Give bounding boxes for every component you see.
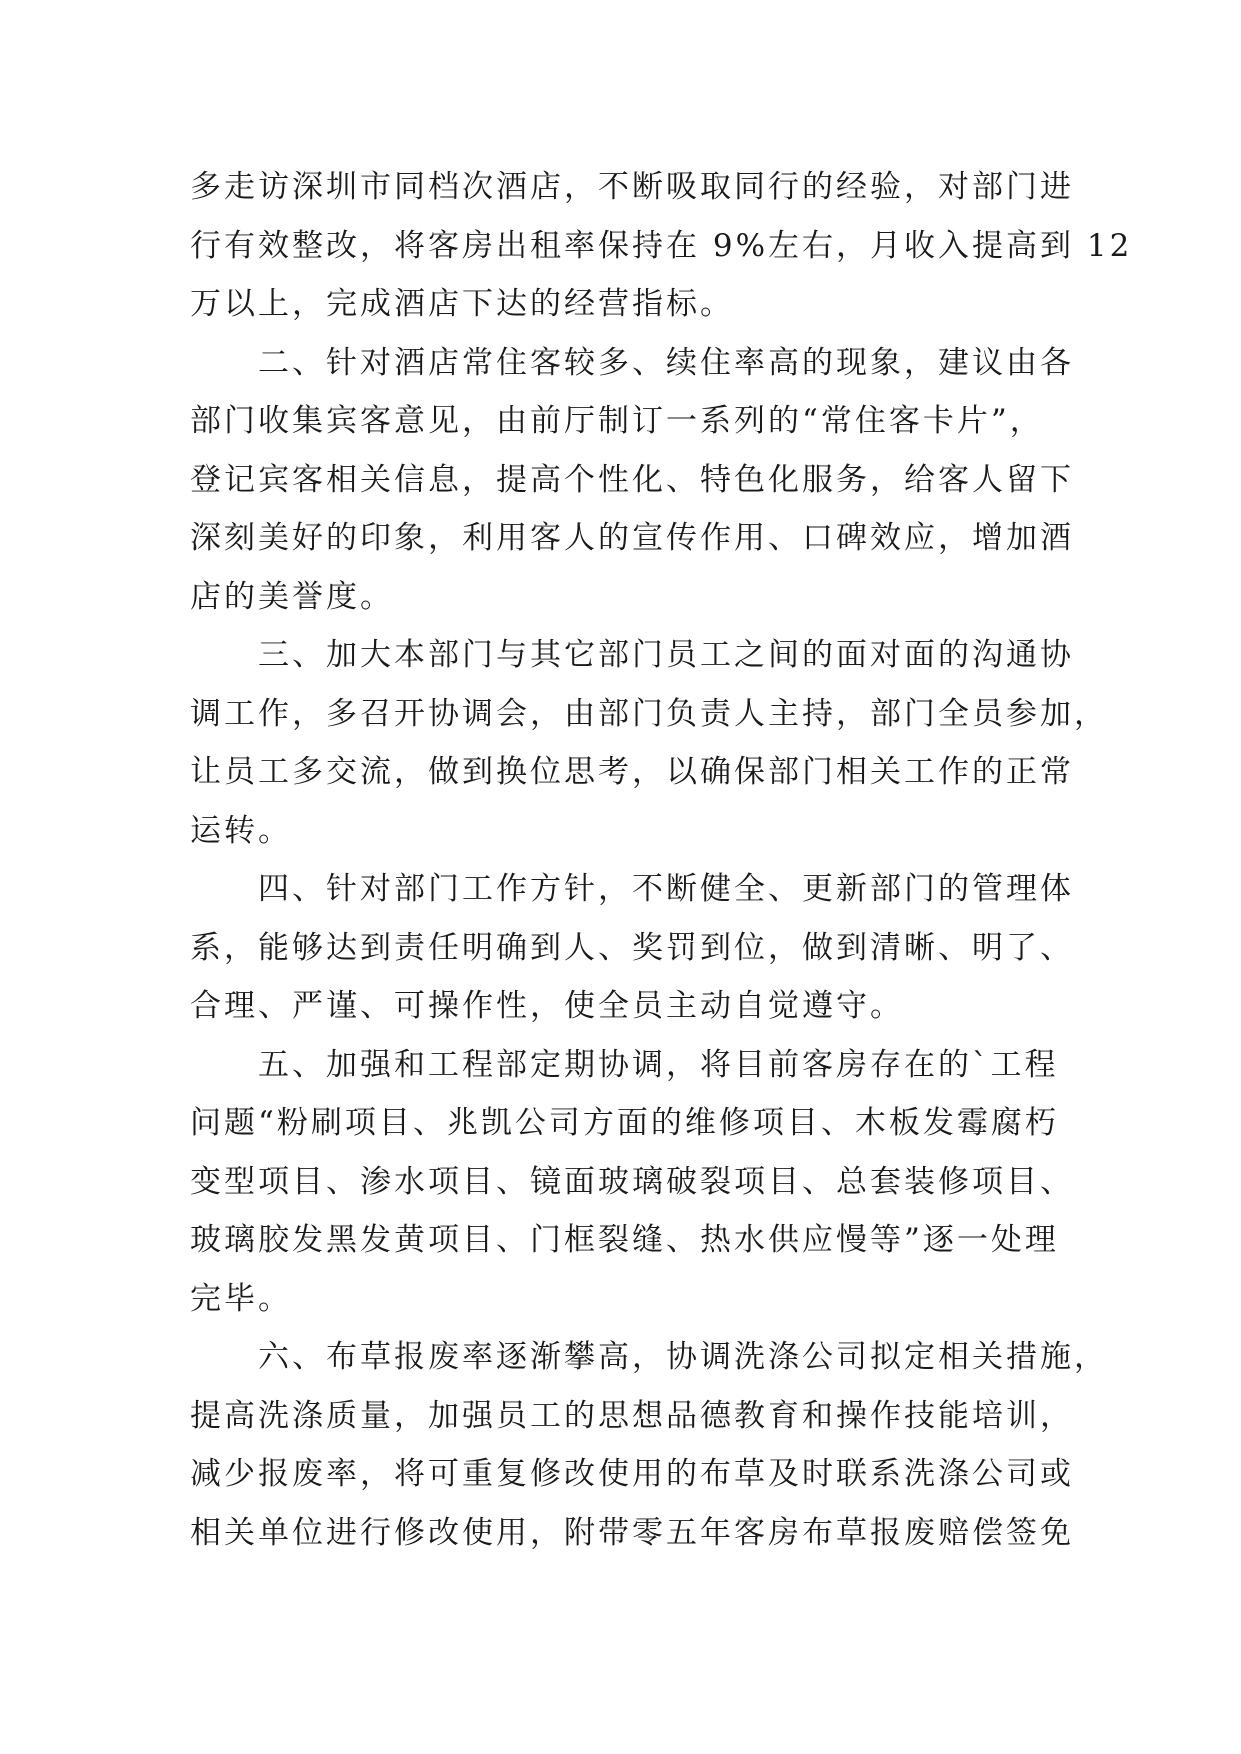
text-line: 部门收集宾客意见，由前厅制订一系列的“常住客卡片”， [190, 403, 1044, 439]
text-line: 相关单位进行修改使用，附带零五年客房布草报废赔偿签免 [190, 1514, 1074, 1551]
document-body [190, 158, 1133, 1562]
text-line: 多走访深圳市同档次酒店，不断吸取同行的经验，对部门进 [190, 169, 1074, 205]
text-line: 行有效整改，将客房出租率保持在 9%左右，月收入提高到 12 [190, 227, 1133, 264]
text-line: 万以上，完成酒店下达的经营指标。 [190, 286, 734, 322]
text-line: 深刻美好的印象，利用客人的宣传作用、口碑效应，增加酒 [190, 520, 1074, 556]
text-line: 二、针对酒店常住客较多、续住率高的现象，建议由各 [190, 344, 1074, 381]
text-line: 提高洗涤质量，加强员工的思想品德教育和操作技能培训， [190, 1397, 1074, 1434]
text-line: 五、加强和工程部定期协调，将目前客房存在的`工程 [190, 1046, 1059, 1083]
text-line: 六、布草报废率逐渐攀高，协调洗涤公司拟定相关措施， [190, 1339, 1108, 1375]
text-line: 问题“粉刷项目、兆凯公司方面的维修项目、木板发霉腐朽 [190, 1105, 1059, 1141]
text-line: 完毕。 [190, 1280, 292, 1317]
text-line: 减少报废率，将可重复修改使用的布草及时联系洗涤公司或 [190, 1456, 1074, 1492]
text-line: 玻璃胶发黑发黄项目、门框裂缝、热水供应慢等”逐一处理 [190, 1222, 1059, 1258]
text-line: 系，能够达到责任明确到人、奖罚到位，做到清晰、明了、 [190, 929, 1074, 966]
text-line: 店的美誉度。 [190, 578, 394, 615]
text-line: 四、针对部门工作方针，不断健全、更新部门的管理体 [190, 871, 1074, 907]
text-line: 登记宾客相关信息，提高个性化、特色化服务，给客人留下 [190, 461, 1074, 498]
text-line: 合理、严谨、可操作性，使全员主动自觉遵守。 [190, 988, 904, 1024]
text-line: 让员工多交流，做到换位思考，以确保部门相关工作的正常 [190, 754, 1074, 790]
text-line: 调工作，多召开协调会，由部门负责人主持，部门全员参加， [190, 695, 1108, 732]
text-line: 变型项目、渗水项目、镜面玻璃破裂项目、总套装修项目、 [190, 1163, 1074, 1200]
text-line: 运转。 [190, 812, 292, 849]
text-line: 三、加大本部门与其它部门员工之间的面对面的沟通协 [190, 637, 1074, 673]
